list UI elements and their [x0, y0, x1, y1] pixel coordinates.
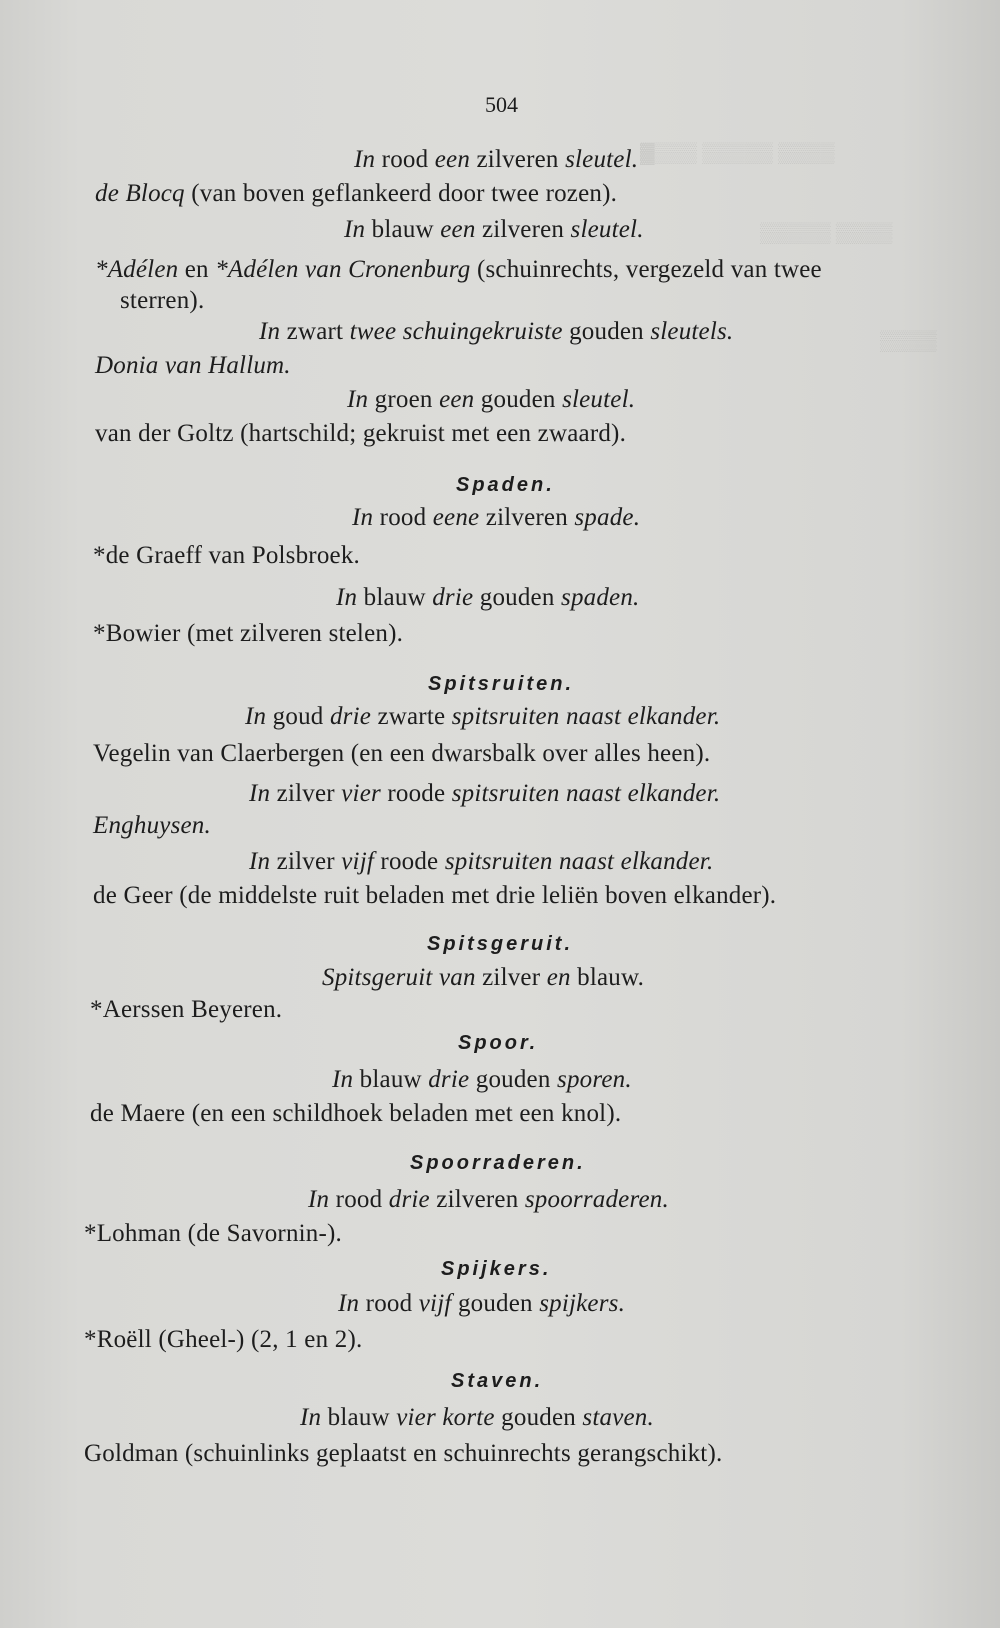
text-line: *Adélen en *Adélen van Cronenburg (schuinrechts, vergezeld van twee	[95, 256, 822, 283]
page-number: 504	[485, 92, 518, 117]
text-line: de Geer (de middelste ruit beladen met drie leliën boven elkander).	[93, 882, 777, 909]
text-line: In rood eene zilveren spade.	[352, 504, 641, 531]
section-heading: Spoor.	[458, 1032, 539, 1054]
text-line: *Aerssen Beyeren.	[90, 996, 283, 1023]
section-heading: Spitsgeruit.	[427, 933, 574, 955]
section-heading: Spijkers.	[441, 1258, 552, 1280]
text-line: *Bowier (met zilveren stelen).	[93, 620, 404, 647]
text-line: In rood een zilveren sleutel.	[354, 146, 639, 173]
text-line: Donia van Hallum.	[95, 352, 291, 379]
text-line: Goldman (schuinlinks geplaatst en schuinrechts gerangschikt).	[84, 1440, 723, 1467]
bleed-through: ▒▒▒▒	[880, 330, 937, 352]
text-line: Spitsgeruit van zilver en blauw.	[322, 964, 645, 991]
text-line: de Maere (en een schildhoek beladen met een knol).	[90, 1100, 622, 1127]
text-line: In zwart twee schuingekruiste gouden sleutels.	[259, 318, 734, 345]
text-line: In blauw drie gouden spaden.	[336, 584, 640, 611]
text-line: In groen een gouden sleutel.	[347, 386, 636, 413]
text-line: In blauw een zilveren sleutel.	[344, 216, 644, 243]
text-line: In blauw drie gouden sporen.	[332, 1066, 632, 1093]
text-line: *de Graeff van Polsbroek.	[93, 542, 360, 569]
text-line: In rood drie zilveren spoorraderen.	[308, 1186, 669, 1213]
text-line: Vegelin van Claerbergen (en een dwarsbalk over alles heen).	[93, 740, 711, 767]
text-line: In blauw vier korte gouden staven.	[300, 1404, 654, 1431]
text-line: de Blocq (van boven geflankeerd door twee rozen).	[95, 180, 618, 207]
bleed-through: ▒▒▒▒▒ ▒▒▒▒	[760, 222, 893, 244]
section-heading: Staven.	[451, 1370, 544, 1392]
text-line: *Roëll (Gheel-) (2, 1 en 2).	[84, 1326, 363, 1353]
section-heading: Spaden.	[456, 474, 555, 496]
text-line: In zilver vier roode spitsruiten naast elkander.	[249, 780, 721, 807]
section-heading: Spitsruiten.	[428, 673, 575, 695]
text-line: In zilver vijf roode spitsruiten naast elkander.	[249, 848, 714, 875]
section-heading: Spoorraderen.	[410, 1152, 586, 1174]
text-line: *Lohman (de Savornin-).	[84, 1220, 343, 1247]
text-line: Enghuysen.	[93, 812, 211, 839]
text-line: In goud drie zwarte spitsruiten naast elkander.	[245, 703, 721, 730]
text-line: In rood vijf gouden spijkers.	[338, 1290, 626, 1317]
text-line: van der Goltz (hartschild; gekruist met een zwaard).	[95, 420, 627, 447]
bleed-through: ▓▒▒▒ ▒▒▒▒▒ ▒▒▒▒	[640, 142, 835, 164]
text-line: sterren).	[120, 287, 205, 314]
